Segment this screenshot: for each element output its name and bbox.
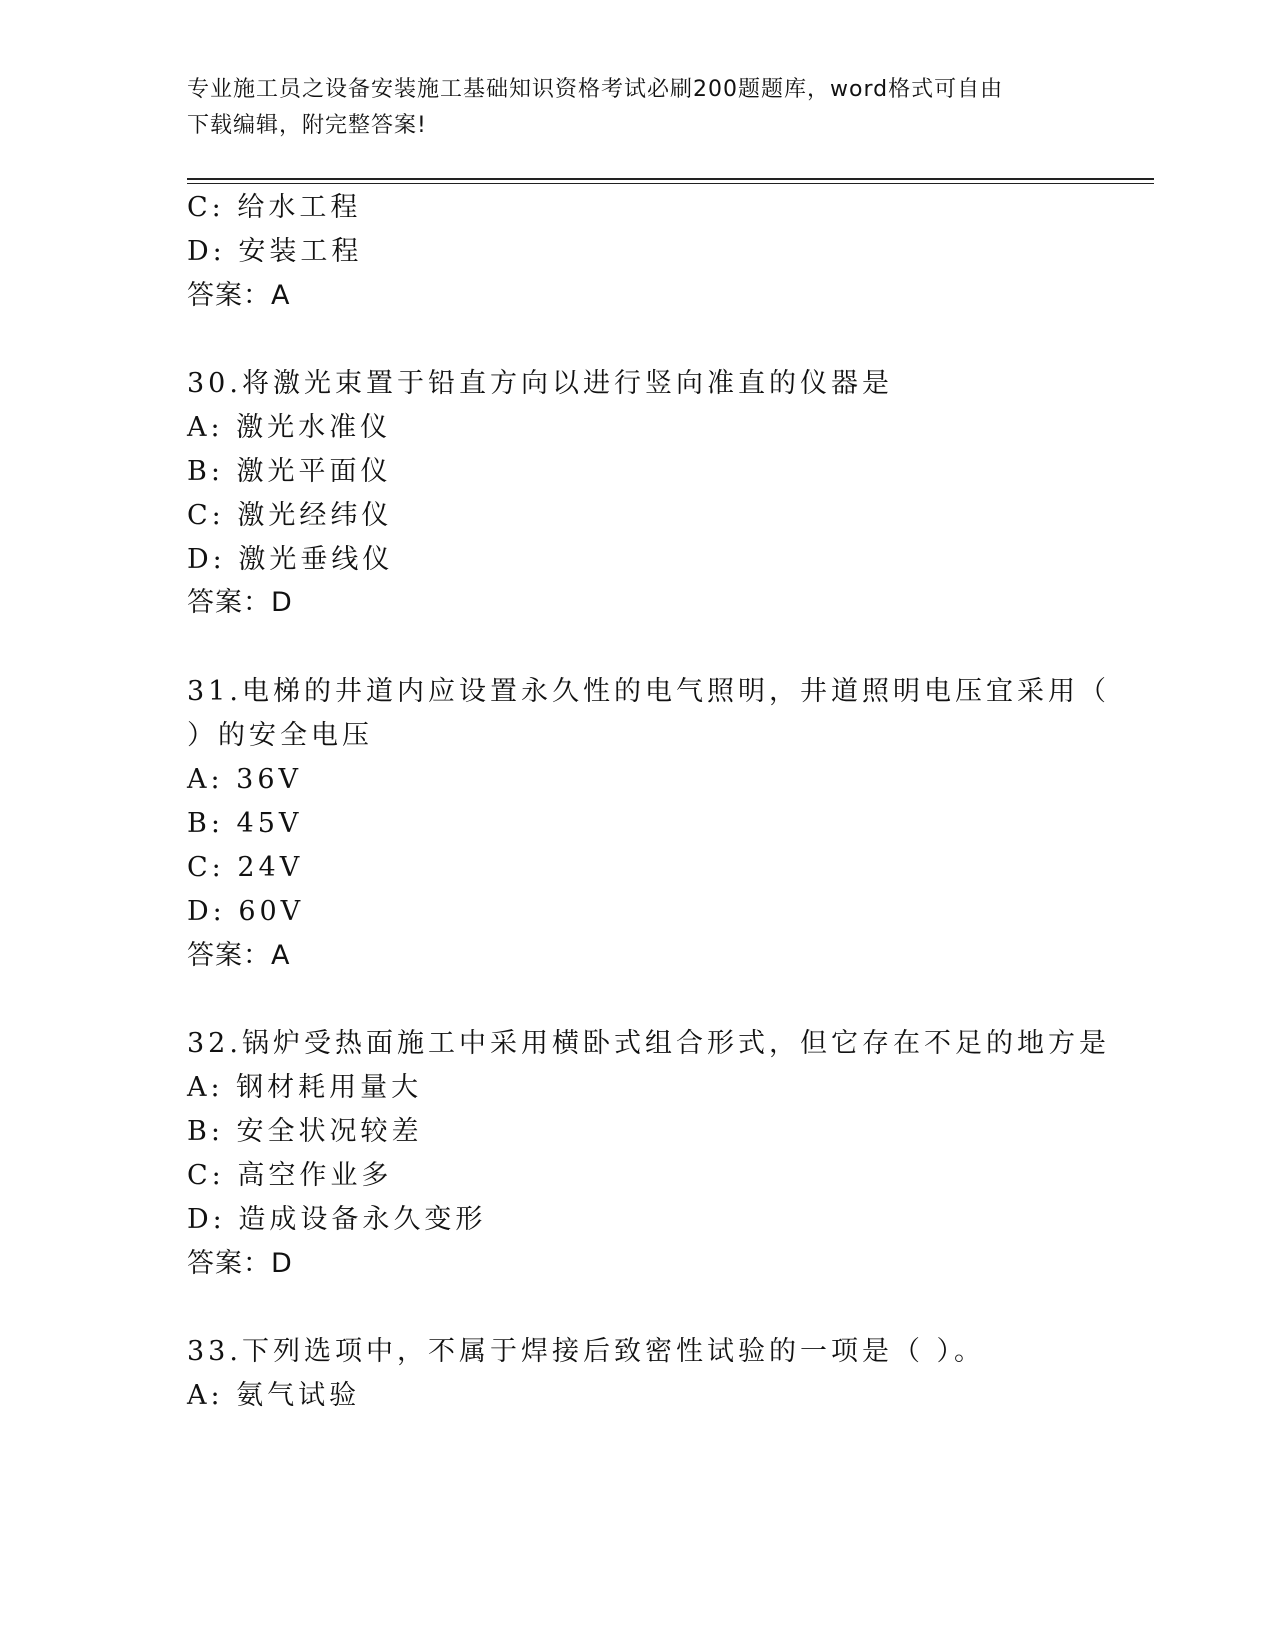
q33-stem: 33.下列选项中，不属于焊接后致密性试验的一项是（ ）。 (187, 1336, 986, 1367)
q31-option-c: C: 24V (187, 852, 304, 883)
header-line-2: 下载编辑，附完整答案! (187, 113, 427, 138)
header-divider-thin (187, 183, 1154, 184)
q30-option-d: D: 激光垂线仪 (187, 544, 394, 575)
header-divider-thick (187, 178, 1154, 180)
q30-answer: 答案：D (187, 587, 293, 618)
q33-option-a: A: 氨气试验 (187, 1380, 361, 1411)
q32-option-d: D: 造成设备永久变形 (187, 1204, 487, 1235)
q30-option-b: B: 激光平面仪 (187, 456, 392, 487)
q32-stem: 32.锅炉受热面施工中采用横卧式组合形式，但它存在不足的地方是 (187, 1028, 1110, 1059)
prev-option-c: C: 给水工程 (187, 192, 362, 223)
q31-stem-line-1: 31.电梯的井道内应设置永久性的电气照明，井道照明电压宜采用（ (187, 676, 1110, 707)
prev-option-d: D: 安装工程 (187, 236, 363, 267)
q31-answer: 答案：A (187, 940, 291, 971)
q30-option-a: A: 激光水准仪 (187, 412, 392, 443)
q30-stem: 30.将激光束置于铅直方向以进行竖向准直的仪器是 (187, 368, 893, 399)
q30-option-c: C: 激光经纬仪 (187, 500, 393, 531)
q31-option-b: B: 45V (187, 808, 303, 839)
q31-stem-line-2: ）的安全电压 (187, 720, 373, 751)
prev-answer: 答案：A (187, 280, 291, 311)
q31-option-d: D: 60V (187, 896, 305, 927)
q32-option-a: A: 钢材耗用量大 (187, 1072, 423, 1103)
header-line-1: 专业施工员之设备安装施工基础知识资格考试必刷200题题库，word格式可自由 (187, 77, 1004, 102)
q31-option-a: A: 36V (187, 764, 303, 795)
q32-option-b: B: 安全状况较差 (187, 1116, 423, 1147)
q32-option-c: C: 高空作业多 (187, 1160, 393, 1191)
q32-answer: 答案：D (187, 1248, 293, 1279)
document-header (187, 72, 1087, 144)
